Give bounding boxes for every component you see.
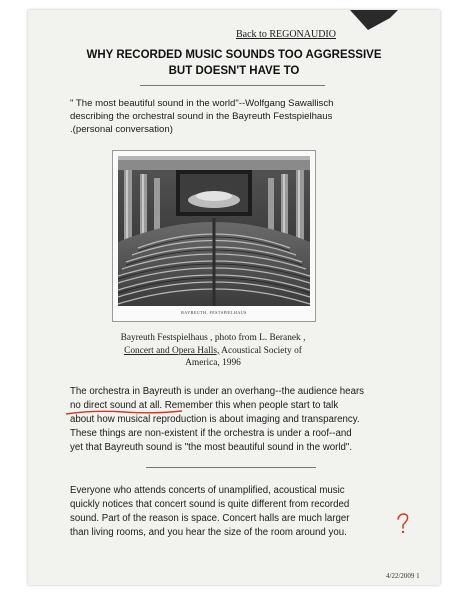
photo-caption: BAYREUTH, FESTSPIELHAUS xyxy=(181,310,247,315)
title-line-2: BUT DOESN'T HAVE TO xyxy=(168,65,300,77)
credit-line-1: Bayreuth Festspielhaus , photo from L. Beranek , xyxy=(120,333,306,343)
credit-line-3: America, 1996 xyxy=(185,358,241,368)
p1-emphasis: no direct sound at all. xyxy=(70,400,163,411)
p2-line-4: than living rooms, and you hear the size of the room around you. xyxy=(70,527,347,538)
book-title: Concert and Opera Halls, xyxy=(124,345,220,356)
document-page xyxy=(28,10,440,585)
paragraph-overhang xyxy=(70,385,420,455)
p1-line-5: yet that Bayreuth sound is "the most beautiful sound in the world". xyxy=(70,442,353,453)
p1-line-3: about how musical reproduction is about imaging and transparency. xyxy=(70,414,360,425)
p2-line-2: quickly notices that concert sound is quite different from recorded xyxy=(70,499,350,510)
red-question-mark xyxy=(394,512,412,536)
credit-line-2-rest: Acoustical Society of xyxy=(219,345,302,356)
title-line-1: WHY RECORDED MUSIC SOUNDS TOO AGGRESSIVE xyxy=(86,49,382,61)
quote-line-3: .(personal conversation) xyxy=(70,124,173,135)
p2-line-1: Everyone who attends concerts of unamplified, acoustical music xyxy=(70,485,345,496)
red-underline-mark xyxy=(64,408,184,418)
p1-line-4: These things are non-existent if the orchestra is under a roof--and xyxy=(70,428,352,439)
quote-line-2: describing the orchestral sound in the Bayreuth Festspielhaus xyxy=(70,111,333,122)
print-date: 4/22/2009 1 xyxy=(386,572,420,580)
page-title xyxy=(28,47,440,79)
title-rule xyxy=(140,85,325,86)
quote-line-1: " The most beautiful sound in the world"--Wolfgang Sawallisch xyxy=(70,98,334,109)
opening-quote xyxy=(70,97,390,136)
p1-line-2-rest: Remember this when people start to talk xyxy=(162,400,339,411)
auditorium-image xyxy=(118,156,310,306)
credit-line-2 xyxy=(78,345,348,358)
paragraph-concerts xyxy=(70,484,420,540)
p2-line-3: sound. Part of the reason is space. Concert halls are much larger xyxy=(70,513,350,524)
page-corner-mark xyxy=(350,10,398,30)
photo-credit xyxy=(78,332,348,370)
festspielhaus-photo xyxy=(112,150,316,322)
p1-line-1: The orchestra in Bayreuth is under an overhang--the audience hears xyxy=(70,386,365,397)
back-link[interactable]: Back to REGONAUDIO xyxy=(236,29,336,40)
section-rule xyxy=(146,467,316,468)
